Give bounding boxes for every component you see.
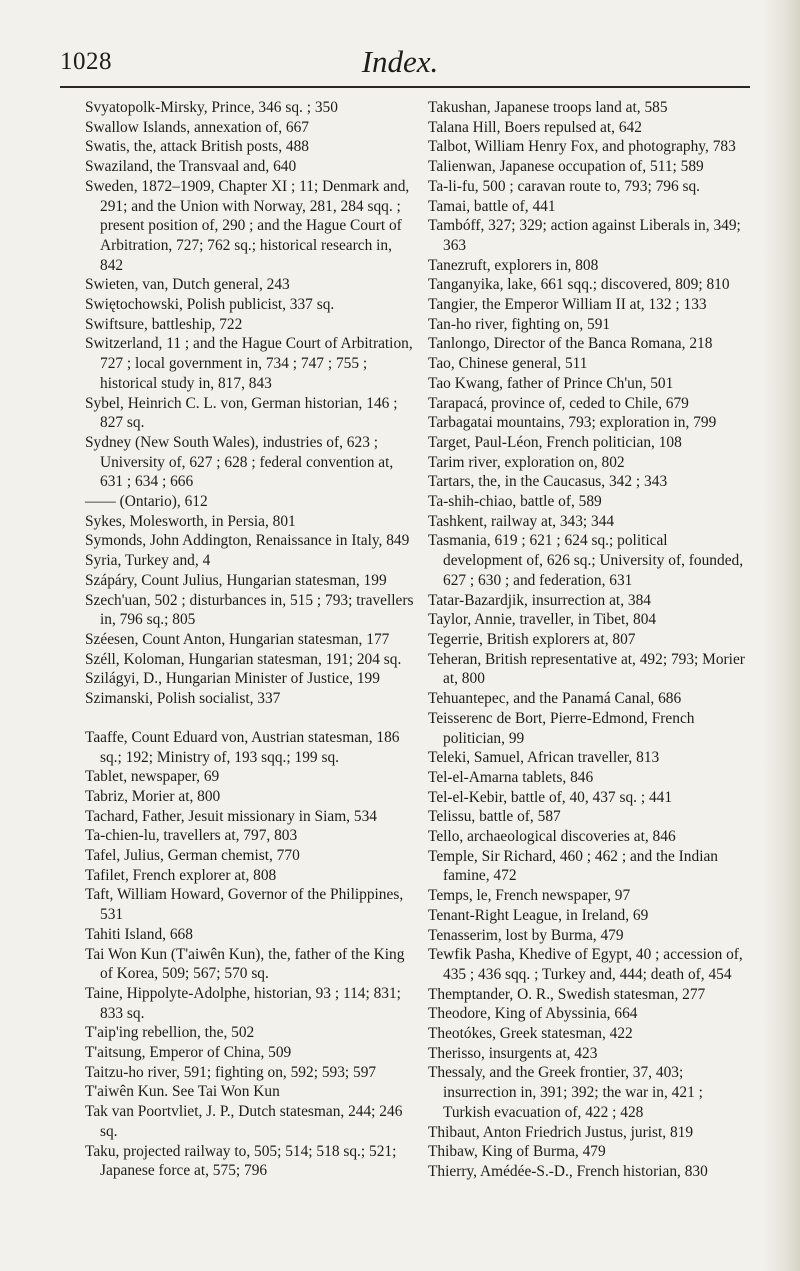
index-entry: Tak van Poortvliet, J. P., Dutch statesman, 244; 246 sq. — [85, 1103, 403, 1140]
index-entry: Taitzu-ho river, 591; fighting on, 592; 593; 597 — [85, 1063, 377, 1081]
index-entry: Sydney (New South Wales), industries of, 623 ; University of, 627 ; 628 ; federal convention at, 631 ; 634 ; 666 — [85, 433, 394, 491]
index-entry: Theotókes, Greek statesman, 422 — [428, 1025, 633, 1043]
index-entry: Talbot, William Henry Fox, and photography, 783 — [428, 138, 736, 156]
index-entry: Teheran, British representative at, 492; 793; Morier at, 800 — [428, 650, 745, 688]
index-entry: Taine, Hippolyte-Adolphe, historian, 93 ; 114; 831; 833 sq. — [85, 984, 401, 1022]
index-entry: Tello, archaeological discoveries at, 846 — [428, 828, 676, 846]
index-entry: Tabriz, Morier at, 800 — [85, 787, 221, 805]
index-entry: Tai Won Kun (T'aiwên Kun), the, father of the King of Korea, 509; 567; 570 sq. — [85, 945, 405, 983]
index-entry: Taylor, Annie, traveller, in Tibet, 804 — [428, 611, 657, 629]
index-entry: Taft, William Howard, Governor of the Philippines, 531 — [85, 886, 404, 924]
index-entry: Tatar-Bazardjik, insurrection at, 384 — [428, 591, 651, 609]
index-entry: Tan-ho river, fighting on, 591 — [428, 315, 611, 333]
index-entry: Tartars, the, in the Caucasus, 342 ; 343 — [428, 473, 668, 491]
index-entry: Tenasserim, lost by Burma, 479 — [428, 926, 624, 944]
index-entry: Swaziland, the Transvaal and, 640 — [85, 158, 297, 176]
index-entry: Tarbagatai mountains, 793; exploration in, 799 — [428, 414, 717, 432]
index-entry: Ta-chien-lu, travellers at, 797, 803 — [85, 827, 298, 845]
index-entry: Szimanski, Polish socialist, 337 — [85, 690, 281, 708]
index-entry: Sweden, 1872–1909, Chapter XI ; 11; Denmark and, 291; and the Union with Norway, 281, 284 sqq. ; present position of, 290 ; and the Hague Court of Arbitration, 727; 762 sq.; historical research in, 842 — [85, 177, 410, 274]
index-entry: Target, Paul-Léon, French politician, 108 — [428, 433, 682, 451]
page-edge-shadow — [762, 0, 800, 1271]
index-entry: Switzerland, 11 ; and the Hague Court of Arbitration, 727 ; local government in, 734 ; 747 ; 755 ; historical study in, 817, 843 — [85, 335, 413, 392]
index-entry: Therisso, insurgents at, 423 — [428, 1044, 598, 1062]
index-entry: Svyatopolk-Mirsky, Prince, 346 sq. ; 350 — [85, 99, 338, 116]
index-entry: Sykes, Molesworth, in Persia, 801 — [85, 512, 296, 530]
index-entry: Thibaut, Anton Friedrich Justus, jurist, 819 — [428, 1123, 694, 1141]
index-entry: Ta-li-fu, 500 ; caravan route to, 793; 796 sq. — [428, 177, 701, 195]
index-entry: Tashkent, railway at, 343; 344 — [428, 512, 615, 530]
index-entry: Sybel, Heinrich C. L. von, German historian, 146 ; 827 sq. — [85, 394, 398, 432]
index-entry: Tanezruft, explorers in, 808 — [428, 256, 599, 274]
index-column-right — [428, 98, 750, 1182]
index-entry: Talienwan, Japanese occupation of, 511; 589 — [428, 158, 704, 176]
index-entry: Swiftsure, battleship, 722 — [85, 315, 243, 333]
index-entry: Takushan, Japanese troops land at, 585 — [428, 99, 668, 116]
index-entry: Swiętochowski, Polish publicist, 337 sq. — [85, 296, 335, 314]
index-entry: Szech'uan, 502 ; disturbances in, 515 ; 793; travellers in, 796 sq.; 805 — [85, 591, 414, 629]
index-entry: Telissu, battle of, 587 — [428, 808, 561, 826]
letter-section-gap — [85, 709, 417, 728]
index-entry: Tablet, newspaper, 69 — [85, 768, 220, 786]
running-title: Index. — [361, 44, 439, 79]
index-entry: —— (Ontario), 612 — [85, 493, 208, 511]
index-entry: Tewfik Pasha, Khedive of Egypt, 40 ; accession of, 435 ; 436 sqq. ; Turkey and, 444; death of, 454 — [428, 946, 743, 983]
index-entry: Thibaw, King of Burma, 479 — [428, 1143, 606, 1161]
index-entry: Tambóff, 327; 329; action against Liberals in, 349; 363 — [428, 217, 741, 254]
index-entry: Swatis, the, attack British posts, 488 — [85, 138, 310, 156]
index-entry: Theodore, King of Abyssinia, 664 — [428, 1005, 638, 1023]
index-entry: Tel-el-Amarna tablets, 846 — [428, 768, 594, 786]
index-entry: Szápáry, Count Julius, Hungarian statesman, 199 — [85, 571, 387, 589]
index-entry: Tarim river, exploration on, 802 — [428, 453, 625, 471]
page-number: 1028 — [60, 48, 112, 75]
index-entry: Ta-shih-chiao, battle of, 589 — [428, 493, 602, 511]
header-rule — [60, 86, 750, 88]
index-entry: Tao Kwang, father of Prince Ch'un, 501 — [428, 374, 674, 392]
index-entry: Tamai, battle of, 441 — [428, 197, 556, 215]
index-entry: Tachard, Father, Jesuit missionary in Siam, 534 — [85, 807, 377, 825]
index-entry: Tel-el-Kebir, battle of, 40, 437 sq. ; 441 — [428, 788, 673, 806]
index-entry: Tehuantepec, and the Panamá Canal, 686 — [428, 690, 682, 708]
index-entry: Tao, Chinese general, 511 — [428, 355, 588, 373]
index-entry: Tarapacá, province of, ceded to Chile, 679 — [428, 394, 689, 412]
index-entry: Swallow Islands, annexation of, 667 — [85, 118, 309, 136]
index-entry: Syria, Turkey and, 4 — [85, 552, 211, 570]
index-entry: Tanlongo, Director of the Banca Romana, 218 — [428, 335, 713, 353]
index-entry: Teleki, Samuel, African traveller, 813 — [428, 749, 660, 767]
index-entry: Tafilet, French explorer at, 808 — [85, 866, 277, 884]
index-entry: Szilágyi, D., Hungarian Minister of Justice, 199 — [85, 670, 380, 688]
index-entry: Tafel, Julius, German chemist, 770 — [85, 847, 300, 865]
page-header — [0, 0, 800, 92]
index-entry: Swieten, van, Dutch general, 243 — [85, 276, 290, 294]
index-entry: Taku, projected railway to, 505; 514; 518 sq.; 521; Japanese force at, 575; 796 — [85, 1142, 397, 1180]
index-entry: Temple, Sir Richard, 460 ; 462 ; and the Indian famine, 472 — [428, 847, 719, 885]
index-entry: Talana Hill, Boers repulsed at, 642 — [428, 118, 642, 136]
index-entry: Thessaly, and the Greek frontier, 37, 403; insurrection in, 391; 392; the war in, 421 ; Turkish evacuation of, 422 ; 428 — [428, 1064, 703, 1121]
index-column-left — [85, 98, 417, 1181]
index-entry: Themptander, O. R., Swedish statesman, 277 — [428, 985, 706, 1003]
index-entry: T'aitsung, Emperor of China, 509 — [85, 1044, 292, 1062]
index-entry: Taaffe, Count Eduard von, Austrian statesman, 186 sq.; 192; Ministry of, 193 sqq.; 199 sq. — [85, 728, 400, 766]
index-entry: Teisserenc de Bort, Pierre-Edmond, French politician, 99 — [428, 709, 695, 747]
index-entry: Tasmania, 619 ; 621 ; 624 sq.; political development of, 626 sq.; University of, founded, 627 ; 630 ; and federation, 631 — [428, 532, 744, 589]
index-entry: Széll, Koloman, Hungarian statesman, 191; 204 sq. — [85, 650, 402, 668]
index-entry: Thierry, Amédée-S.-D., French historian, 830 — [428, 1162, 708, 1180]
index-entry: Széesen, Count Anton, Hungarian statesman, 177 — [85, 630, 390, 648]
index-entry: T'aip'ing rebellion, the, 502 — [85, 1024, 255, 1042]
index-entry: T'aiwên Kun. See Tai Won Kun — [85, 1083, 280, 1101]
index-entry: Tegerrie, British explorers at, 807 — [428, 630, 636, 648]
index-entry: Symonds, John Addington, Renaissance in Italy, 849 — [85, 532, 410, 550]
index-entry: Tenant-Right League, in Ireland, 69 — [428, 906, 649, 924]
index-entry: Tangier, the Emperor William II at, 132 ; 133 — [428, 296, 707, 314]
index-entry: Temps, le, French newspaper, 97 — [428, 887, 631, 905]
index-entry: Tanganyika, lake, 661 sqq.; discovered, 809; 810 — [428, 276, 730, 294]
index-entry: Tahiti Island, 668 — [85, 925, 193, 943]
